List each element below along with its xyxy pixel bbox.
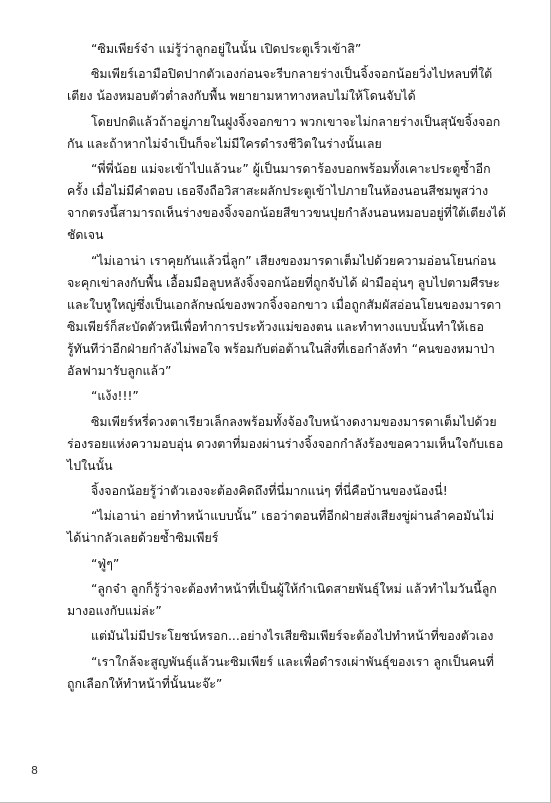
paragraph-10: “ฟู่ๆ” xyxy=(91,555,120,571)
paragraph-6: “แง้ง!!!” xyxy=(91,388,139,404)
paragraph-2: ซิมเพียร์เอามือปิดปากตัวเองก่อนจะรีบกลายร่างเป็นจิ้งจอกน้อยวิ่งไปหลบที่ใต้เตียง น้องหมอบตัวต่ำลงกับพื้น พยายามหาทางหลบไม่ให้โดนจับได้ xyxy=(67,66,493,104)
page-body-text xyxy=(67,38,507,698)
paragraph-13: “เราใกล้จะสูญพันธุ์แล้วนะซิมเพียร์ และเพื่อดำรงเผ่าพันธุ์ของเรา ลูกเป็นคนที่ถูกเลือกให้ทำหน้าที่นั้นนะจ๊ะ” xyxy=(67,653,494,691)
paragraph-8: จิ้งจอกน้อยรู้ว่าตัวเองจะต้องคิดถึงที่นี่มากแน่ๆ ที่นี่คือบ้านของน้องนี่! xyxy=(91,483,448,499)
paragraph-1: “ซิมเพียร์จ๋า แม่รู้ว่าลูกอยู่ในนั้น เปิดประตูเร็วเข้าสิ” xyxy=(91,41,362,56)
paragraph-5: “ไม่เอาน่า เราคุยกันแล้วนี่ลูก” เสียงของมารดาเต็มไปด้วยความอ่อนโยนก่อนจะคุกเข่าลงกับพื้น เอื้อมมือลูบหลังจิ้งจอกน้อยที่ถูกจับได้ ฝ่ามืออุ่นๆ ลูบไปตามศีรษะและใบหูใหญ่ซึ่งเป็นเอกลักษณ์ของพวกจิ้งจอกขาว เมื่อถูกสัมผัสอ่อนโยนของมารดา ซิมเพียร์ก็สะบัดตัวหนีเพื่อทำการประท้วงแม่ของตน และทำทางแบบนั้นทำให้เธอรู้ทันทีว่าอีกฝ่ายกำลังไม่พอใจ พร้อมกับต่อต้านในสิ่งที่เธอกำลังทำ “คนของหมาป่าอัลฟามารับลูกแล้ว” xyxy=(67,252,502,379)
paragraph-9: “ไม่เอาน่า อย่าทำหน้าแบบนั้น” เธอว่าตอนที่อีกฝ่ายส่งเสียงขู่ผ่านลำคอมันไม่ได้น่ากลัวเลยด้วยซ้ำซิมเพียร์ xyxy=(67,508,495,546)
paragraph-4: “พี่พี่น้อย แม่จะเข้าไปแล้วนะ” ผู้เป็นมารดาร้องบอกพร้อมทั้งเคาะประตูซ้ำอีกครั้ง เมื่อไม่มีคำตอบ เธอจึงถือวิสาสะผลักประตูเข้าไปภายในห้องนอนสีชมพูสว่าง จากตรงนี้สามารถเห็นร่างของจิ้งจอกน้อยสีขาวขนปุยกำลังนอนหมอบอยู่ที่ใต้เตียงได้ชัดเจน xyxy=(67,161,506,243)
paragraph-3: โดยปกติแล้วถ้าอยู่ภายในฝูงจิ้งจอกขาว พวกเขาจะไม่กลายร่างเป็นสุนัขจิ้งจอกกัน และถ้าหากไม่จำเป็นก็จะไม่มีใครดำรงชีวิตในร่างนั้นเลย xyxy=(67,113,501,151)
paragraph-12: แต่มันไม่มีประโยชน์หรอก...อย่างไรเสียซิมเพียร์จะต้องไปทำหน้าที่ของตัวเอง xyxy=(91,628,494,644)
paragraph-7: ซิมเพียร์หรี่ดวงตาเรียวเล็กลงพร้อมทั้งจ้องใบหน้างดงามของมารดาเต็มไปด้วยร่องรอยแห่งความอบอุ่น ดวงตาที่มองผ่านร่างจิ้งจอกกำลังร้องขอความเห็นใจกับเธอไปในนั้น xyxy=(67,413,504,473)
paragraph-11: “ลูกจ๋า ลูกก็รู้ว่าจะต้องทำหน้าที่เป็นผู้ให้กำเนิดสายพันธุ์ใหม่ แล้วทำไมวันนี้ลูกมางอแงกับแม่ล่ะ” xyxy=(67,581,497,619)
page-number: 8 xyxy=(31,764,38,777)
